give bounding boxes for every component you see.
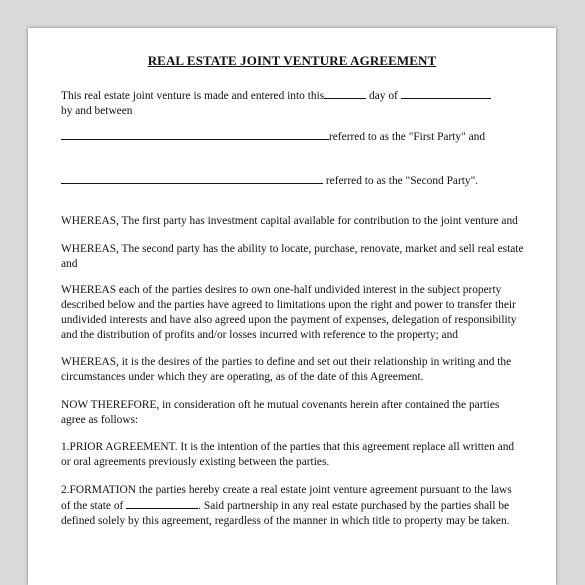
intro-line-2: by and between: [61, 105, 133, 117]
clause-2-formation: [61, 483, 533, 529]
document-title: REAL ESTATE JOINT VENTURE AGREEMENT: [147, 53, 437, 68]
intro-text-a: This real estate joint venture is made and entered into this: [61, 90, 325, 102]
clause-1-line-2: or oral agreements previously existing between the parties.: [61, 456, 330, 468]
now-therefore-line-2: agree as follows:: [61, 414, 139, 426]
day-blank[interactable]: [324, 88, 366, 99]
second-party-line: [61, 173, 533, 189]
whereas-2-line-2: and: [61, 258, 78, 270]
second-party-label: referred to as the "Second Party".: [325, 175, 479, 187]
whereas-3-line-4: and the distribution of profits and/or losses incurred with reference to the property; and: [61, 329, 458, 341]
whereas-4-line-2: circumstances under which they are operating, as of the date of this Agreement.: [61, 371, 424, 383]
whereas-3-line-3: undivided interests and have also agreed upon the payment of expenses, delegation of responsibility: [61, 314, 517, 326]
second-party-blank[interactable]: [61, 173, 323, 184]
clause-2-line-2-a: of the state of: [61, 500, 124, 512]
now-therefore-line-1: NOW THEREFORE, in consideration oft he mutual covenants herein after contained the parties: [61, 399, 500, 411]
intro-line-1: [61, 88, 533, 104]
whereas-4-line-1: WHEREAS, it is the desires of the parties to define and set out their relationship in writing and the: [61, 356, 512, 368]
clause-1-line-1: 1.PRIOR AGREEMENT. It is the intention of the parties that this agreement replace all written and: [61, 441, 515, 453]
whereas-2: [61, 242, 533, 272]
clause-2-line-2-b: . Said partnership in any real estate purchased by the parties shall be: [198, 500, 510, 512]
whereas-3: [61, 283, 533, 343]
first-party-blank[interactable]: [61, 129, 329, 140]
first-party-line: [61, 129, 533, 145]
whereas-2-line-1: WHEREAS, The second party has the ability to locate, purchase, renovate, market and sell real estate: [61, 243, 524, 255]
whereas-1: WHEREAS, The first party has investment capital available for contribution to the joint venture and: [61, 215, 518, 227]
first-party-label: referred to as the "First Party" and: [329, 131, 486, 143]
intro-paragraph: [61, 88, 533, 119]
month-blank[interactable]: [401, 88, 491, 99]
document-page: [28, 28, 556, 585]
clause-2-line-3: defined solely by this agreement, regardless of the manner in which title to property may be taken.: [61, 515, 510, 527]
clause-1-prior-agreement: [61, 440, 533, 470]
clause-2-line-2: [61, 498, 533, 514]
whereas-4: [61, 355, 533, 385]
clause-2-line-1: 2.FORMATION the parties hereby create a real estate joint venture agreement pursuant to the laws: [61, 484, 512, 496]
whereas-3-line-1: WHEREAS each of the parties desires to own one-half undivided interest in the subject property: [61, 284, 502, 296]
whereas-3-line-2: described below and the parties have agreed to limitations upon the right and power to transfer their: [61, 299, 516, 311]
state-blank[interactable]: [126, 498, 198, 509]
now-therefore: [61, 398, 533, 428]
intro-text-b: day of: [369, 90, 398, 102]
